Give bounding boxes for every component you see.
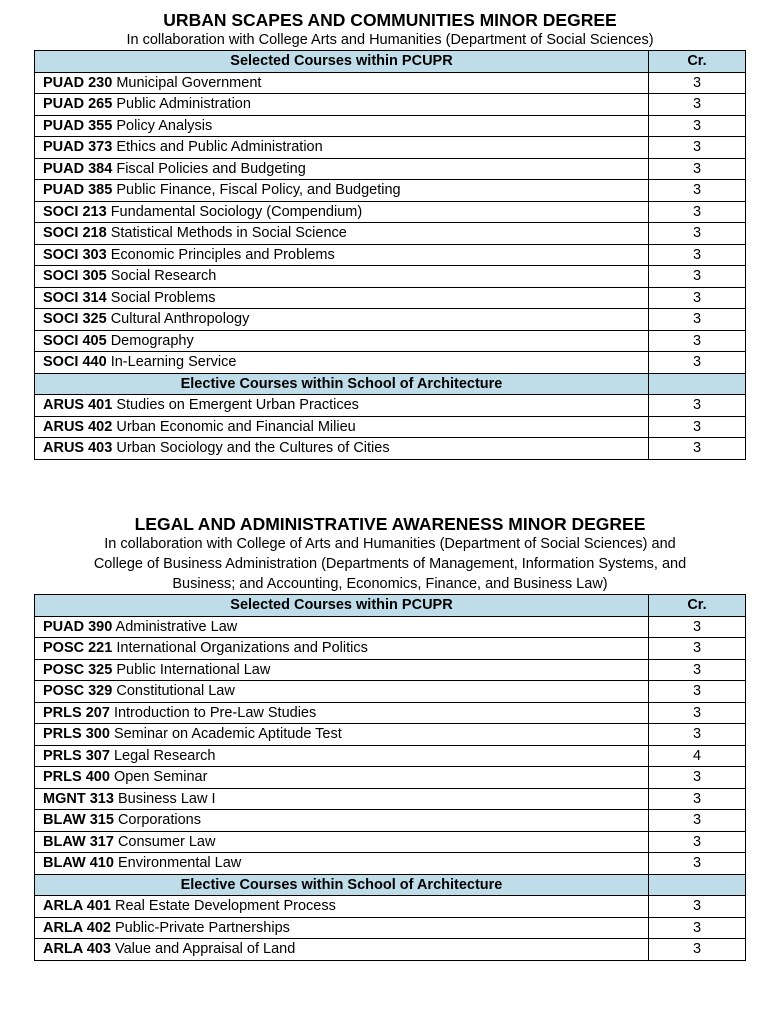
course-name: Ethics and Public Administration: [116, 139, 323, 156]
course-name: Open Seminar: [113, 769, 208, 786]
course-code: POSC 221: [43, 640, 113, 657]
course-credits: 3: [649, 416, 746, 438]
table-row: [35, 223, 746, 245]
table-row: [35, 438, 746, 460]
course-code: PUAD 390: [43, 618, 113, 635]
course-code: BLAW 315: [43, 812, 114, 829]
course-name: Consumer Law: [117, 833, 216, 850]
table-row: [35, 158, 746, 180]
table-row: [35, 352, 746, 374]
course-credits: 3: [649, 788, 746, 810]
course-cell: [35, 853, 649, 875]
course-cell: [35, 115, 649, 137]
table-row: [35, 330, 746, 352]
course-credits: 3: [649, 201, 746, 223]
course-name: Statistical Methods in Social Science: [110, 225, 347, 242]
table-row: [35, 180, 746, 202]
course-code: POSC 325: [43, 661, 113, 678]
course-cell: [35, 788, 649, 810]
table-row: [35, 309, 746, 331]
course-code: ARLA 401: [43, 898, 111, 915]
course-cell: [35, 201, 649, 223]
course-credits: 3: [649, 724, 746, 746]
elective-header-row: [35, 373, 746, 395]
course-code: PUAD 384: [43, 160, 113, 177]
course-credits: 3: [649, 137, 746, 159]
header-credits: Cr.: [649, 595, 746, 617]
course-credits: 3: [649, 831, 746, 853]
table-row: [35, 939, 746, 961]
table-row: [35, 659, 746, 681]
course-code: ARUS 402: [43, 418, 113, 435]
table-header-row: [35, 51, 746, 73]
elective-header-label: Elective Courses within School of Architecture: [35, 373, 649, 395]
course-cell: [35, 659, 649, 681]
course-code: PRLS 400: [43, 769, 110, 786]
course-code: ARLA 402: [43, 919, 111, 936]
course-cell: [35, 724, 649, 746]
course-code: SOCI 440: [43, 354, 107, 371]
course-name: Administrative Law: [115, 618, 238, 635]
course-name: Business Law I: [117, 790, 216, 807]
course-cell: [35, 917, 649, 939]
course-cell: [35, 266, 649, 288]
course-cell: [35, 244, 649, 266]
course-code: SOCI 303: [43, 246, 107, 263]
course-cell: [35, 94, 649, 116]
course-code: PUAD 385: [43, 182, 113, 199]
course-name: Social Problems: [110, 289, 216, 306]
course-credits: 3: [649, 223, 746, 245]
section-subtitle-line: Business; and Accounting, Economics, Finance, and Business Law): [172, 576, 608, 592]
course-name: Legal Research: [113, 747, 216, 764]
table-row: [35, 244, 746, 266]
course-name: Urban Sociology and the Cultures of Cities: [116, 440, 390, 457]
course-code: BLAW 317: [43, 833, 114, 850]
table-row: [35, 72, 746, 94]
course-name: Public-Private Partnerships: [115, 919, 290, 936]
section-title: LEGAL AND ADMINISTRATIVE AWARENESS MINOR DEGREE: [134, 514, 646, 534]
course-credits: 3: [649, 330, 746, 352]
table-row: [35, 917, 746, 939]
course-name: Cultural Anthropology: [110, 311, 250, 328]
course-name: In-Learning Service: [110, 354, 237, 371]
course-credits: 3: [649, 896, 746, 918]
course-credits: 3: [649, 352, 746, 374]
course-cell: [35, 939, 649, 961]
header-label: Selected Courses within PCUPR: [35, 51, 649, 73]
table-row: [35, 416, 746, 438]
table-row: [35, 831, 746, 853]
table-row: [35, 681, 746, 703]
course-credits: 3: [649, 158, 746, 180]
urban-scapes-section: [34, 10, 746, 460]
course-name: Fundamental Sociology (Compendium): [110, 203, 363, 220]
course-cell: [35, 72, 649, 94]
course-cell: [35, 616, 649, 638]
course-cell: [35, 767, 649, 789]
elective-header-row: [35, 874, 746, 896]
course-credits: 3: [649, 438, 746, 460]
course-cell: [35, 681, 649, 703]
course-credits: 3: [649, 917, 746, 939]
elective-header-credits: [649, 373, 746, 395]
course-code: ARUS 401: [43, 397, 113, 414]
course-credits: 3: [649, 659, 746, 681]
course-code: SOCI 325: [43, 311, 107, 328]
course-name: Environmental Law: [117, 855, 242, 872]
course-name: Studies on Emergent Urban Practices: [116, 397, 359, 414]
course-name: Public Finance, Fiscal Policy, and Budgeting: [116, 182, 401, 199]
course-name: Seminar on Academic Aptitude Test: [113, 726, 342, 743]
table-row: [35, 788, 746, 810]
table-row: [35, 201, 746, 223]
course-name: Introduction to Pre-Law Studies: [113, 704, 317, 721]
course-credits: 3: [649, 681, 746, 703]
urban-scapes-course-table: [34, 50, 746, 460]
course-code: POSC 329: [43, 683, 113, 700]
table-row: [35, 266, 746, 288]
course-credits: 3: [649, 287, 746, 309]
legal-awareness-course-table: [34, 594, 746, 961]
course-code: ARLA 403: [43, 941, 111, 958]
course-code: PRLS 300: [43, 726, 110, 743]
course-cell: [35, 287, 649, 309]
table-row: [35, 115, 746, 137]
course-credits: 3: [649, 702, 746, 724]
course-cell: [35, 395, 649, 417]
course-code: SOCI 213: [43, 203, 107, 220]
course-cell: [35, 702, 649, 724]
course-code: SOCI 305: [43, 268, 107, 285]
course-credits: 3: [649, 939, 746, 961]
course-name: Value and Appraisal of Land: [115, 941, 296, 958]
course-credits: 3: [649, 180, 746, 202]
course-cell: [35, 180, 649, 202]
course-name: Urban Economic and Financial Milieu: [116, 418, 356, 435]
table-row: [35, 616, 746, 638]
table-row: [35, 137, 746, 159]
elective-header-label: Elective Courses within School of Architecture: [35, 874, 649, 896]
course-credits: 3: [649, 309, 746, 331]
course-name: Real Estate Development Process: [115, 898, 336, 915]
header-credits: Cr.: [649, 51, 746, 73]
course-code: PRLS 307: [43, 747, 110, 764]
course-code: PUAD 230: [43, 74, 113, 91]
course-name: Municipal Government: [116, 74, 262, 91]
course-credits: 3: [649, 244, 746, 266]
course-cell: [35, 137, 649, 159]
table-row: [35, 853, 746, 875]
course-credits: 3: [649, 94, 746, 116]
course-name: Public Administration: [116, 96, 251, 113]
course-credits: 3: [649, 266, 746, 288]
table-row: [35, 896, 746, 918]
course-credits: 3: [649, 395, 746, 417]
course-name: Demography: [110, 332, 194, 349]
section-subtitle: In collaboration with College Arts and Humanities (Department of Social Sciences): [126, 32, 654, 48]
table-row: [35, 94, 746, 116]
section-subtitle-line: In collaboration with College of Arts and Humanities (Department of Social Sciences) and: [104, 536, 676, 552]
course-code: PRLS 207: [43, 704, 110, 721]
legal-awareness-section: [34, 514, 746, 961]
course-cell: [35, 831, 649, 853]
header-label: Selected Courses within PCUPR: [35, 595, 649, 617]
course-cell: [35, 810, 649, 832]
course-cell: [35, 745, 649, 767]
course-code: SOCI 405: [43, 332, 107, 349]
table-row: [35, 745, 746, 767]
course-cell: [35, 438, 649, 460]
course-code: MGNT 313: [43, 790, 114, 807]
course-name: Fiscal Policies and Budgeting: [116, 160, 306, 177]
course-code: SOCI 218: [43, 225, 107, 242]
course-code: PUAD 265: [43, 96, 113, 113]
course-code: ARUS 403: [43, 440, 113, 457]
course-credits: 3: [649, 638, 746, 660]
table-row: [35, 395, 746, 417]
course-name: International Organizations and Politics: [116, 640, 368, 657]
course-name: Social Research: [110, 268, 217, 285]
course-credits: 3: [649, 115, 746, 137]
course-cell: [35, 158, 649, 180]
course-code: BLAW 410: [43, 855, 114, 872]
course-code: PUAD 373: [43, 139, 113, 156]
course-name: Economic Principles and Problems: [110, 246, 335, 263]
course-credits: 4: [649, 745, 746, 767]
table-row: [35, 702, 746, 724]
course-cell: [35, 223, 649, 245]
table-row: [35, 810, 746, 832]
course-cell: [35, 896, 649, 918]
table-row: [35, 638, 746, 660]
course-name: Constitutional Law: [116, 683, 235, 700]
table-row: [35, 724, 746, 746]
course-code: PUAD 355: [43, 117, 113, 134]
course-name: Corporations: [117, 812, 201, 829]
course-name: Public International Law: [116, 661, 271, 678]
course-cell: [35, 309, 649, 331]
elective-header-credits: [649, 874, 746, 896]
course-cell: [35, 416, 649, 438]
course-credits: 3: [649, 853, 746, 875]
table-row: [35, 287, 746, 309]
table-header-row: [35, 595, 746, 617]
course-credits: 3: [649, 767, 746, 789]
course-name: Policy Analysis: [116, 117, 213, 134]
section-subtitle-line: College of Business Administration (Departments of Management, Information Systems, and: [93, 556, 687, 572]
course-cell: [35, 638, 649, 660]
course-credits: 3: [649, 616, 746, 638]
course-cell: [35, 352, 649, 374]
table-row: [35, 767, 746, 789]
section-title: URBAN SCAPES AND COMMUNITIES MINOR DEGREE: [163, 10, 617, 30]
course-credits: 3: [649, 810, 746, 832]
course-code: SOCI 314: [43, 289, 107, 306]
course-credits: 3: [649, 72, 746, 94]
course-cell: [35, 330, 649, 352]
